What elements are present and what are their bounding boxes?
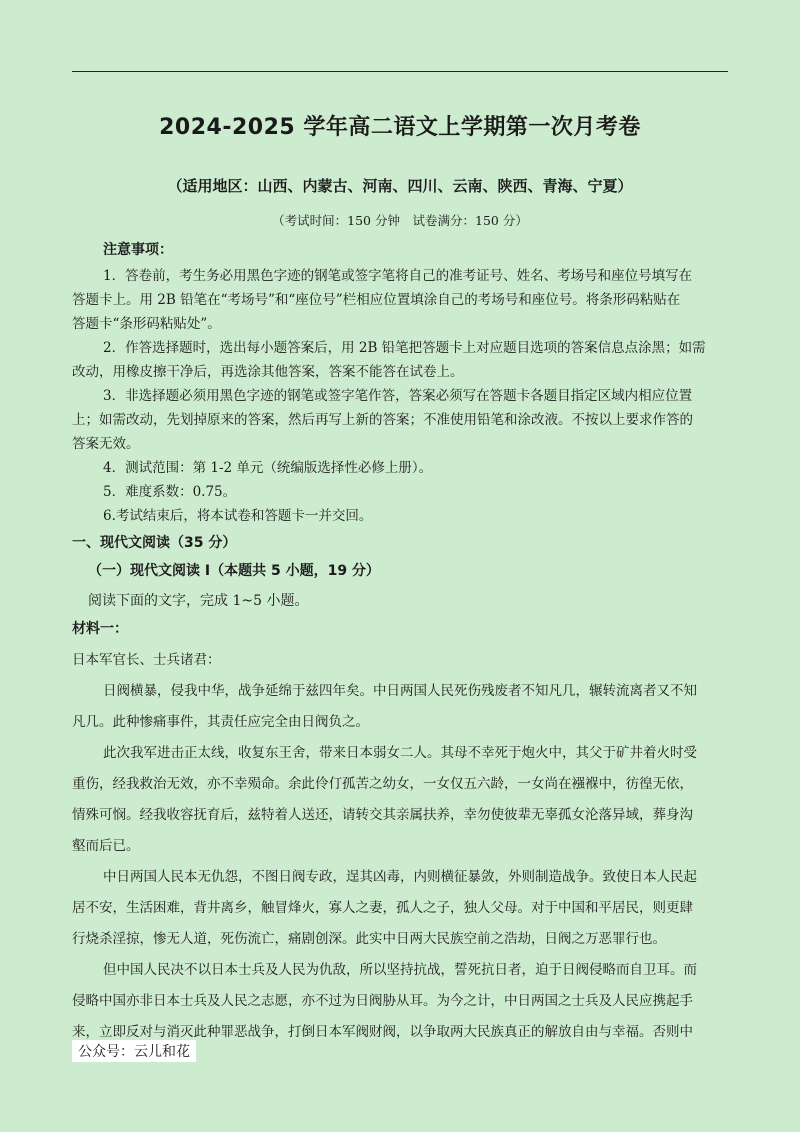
watermark-label: 公众号：云儿和花 (72, 1040, 196, 1062)
notes-line: 4．测试范围：第 1-2 单元（统编版选择性必修上册）。 (103, 460, 433, 476)
passage-line: 侵略中国亦非日本士兵及人民之志愿，亦不过为日阀胁从耳。为今之计，中日两国之士兵及人民应携起手 (72, 993, 693, 1009)
top-rule (72, 71, 728, 72)
notes-heading: 注意事项： (103, 242, 173, 258)
passage-line: 壑而后已。 (72, 838, 140, 854)
passage-line: 此次我军进击正太线，收复东王舍，带来日本弱女二人。其母不幸死于炮火中，其父于矿井着火时受 (103, 745, 697, 761)
passage-line: 凡几。此种惨痛事件，其责任应完全由日阀负之。 (72, 714, 369, 730)
subsection-heading: （一）现代文阅读 I（本题共 5 小题，19 分） (88, 563, 380, 579)
notes-line: 上；如需改动，先划掉原来的答案，然后再写上新的答案；不准使用铅笔和涂改液。不按以上要求作答的 (72, 412, 693, 428)
region-note: （适用地区：山西、内蒙古、河南、四川、云南、陕西、青海、宁夏） (167, 177, 633, 195)
notes-line: 2．作答选择题时，选出每小题答案后，用 2B 铅笔把答题卡上对应题目选项的答案信息点涂黑；如需 (103, 340, 706, 356)
section-heading: 一、现代文阅读（35 分） (72, 535, 237, 551)
passage-line: 中日两国人民本无仇怨，不图日阀专政，逞其凶毒，内则横征暴敛，外则制造战争。致使日本人民起 (103, 869, 697, 885)
material-label: 材料一： (72, 621, 128, 637)
exam-time: （考试时间：150 分钟 试卷满分：150 分） (272, 213, 528, 228)
notes-line: 6.考试结束后，将本试卷和答题卡一并交回。 (103, 508, 373, 524)
passage-line: 居不安，生活困难，背井离乡，触冒烽火，寡人之妻，孤人之子，独人父母。对于中国和平居民，则更肆 (72, 900, 693, 916)
passage-line: 日本军官长、士兵诸君： (72, 652, 221, 668)
passage-line: 行烧杀淫掠，惨无人道，死伤流亡，痛剧创深。此实中日两大民族空前之浩劫，日阀之万恶罪行也。 (72, 931, 666, 947)
notes-line: 1．答卷前，考生务必用黑色字迹的钢笔或签字笔将自己的准考证号、姓名、考场号和座位号填写在 (103, 268, 693, 284)
notes-line: 答题卡“条形码粘贴处”。 (72, 316, 221, 332)
exam-title: 2024-2025 学年高二语文上学期第一次月考卷 (159, 115, 641, 140)
passage-line: 日阀横暴，侵我中华，战争延绵于兹四年矣。中日两国人民死伤残废者不知凡几，辗转流离者又不知 (103, 683, 697, 699)
notes-line: 答案无效。 (72, 436, 140, 452)
notes-line: 5．难度系数：0.75。 (103, 484, 237, 500)
passage-line: 但中国人民决不以日本士兵及人民为仇敌，所以坚持抗战，誓死抗日者，迫于日阀侵略而自卫耳。而 (103, 962, 697, 978)
notes-line: 改动，用橡皮擦干净后，再选涂其他答案，答案不能答在试卷上。 (72, 364, 464, 380)
notes-line: 答题卡上。用 2B 铅笔在“考场号”和“座位号”栏相应位置填涂自己的考场号和座位号。将条形码粘贴在 (72, 292, 681, 308)
passage-line: 情殊可悯。经我收容抚育后，兹特着人送还，请转交其亲属扶养，幸勿使彼辈无辜孤女沦落异域，葬身沟 (72, 807, 693, 823)
notes-line: 3．非选择题必须用黑色字迹的钢笔或签字笔作答，答案必须写在答题卡各题目指定区域内相应位置 (103, 388, 693, 404)
passage-line: 重伤，经我救治无效，亦不幸殒命。余此伶仃孤苦之幼女，一女仅五六龄，一女尚在襁褓中，彷徨无依， (72, 776, 693, 792)
passage-line: 来，立即反对与消灭此种罪恶战争，打倒日本军阀财阀，以争取两大民族真正的解放自由与幸福。否则中 (72, 1024, 693, 1040)
reading-instruction: 阅读下面的文字，完成 1~5 小题。 (88, 593, 309, 609)
